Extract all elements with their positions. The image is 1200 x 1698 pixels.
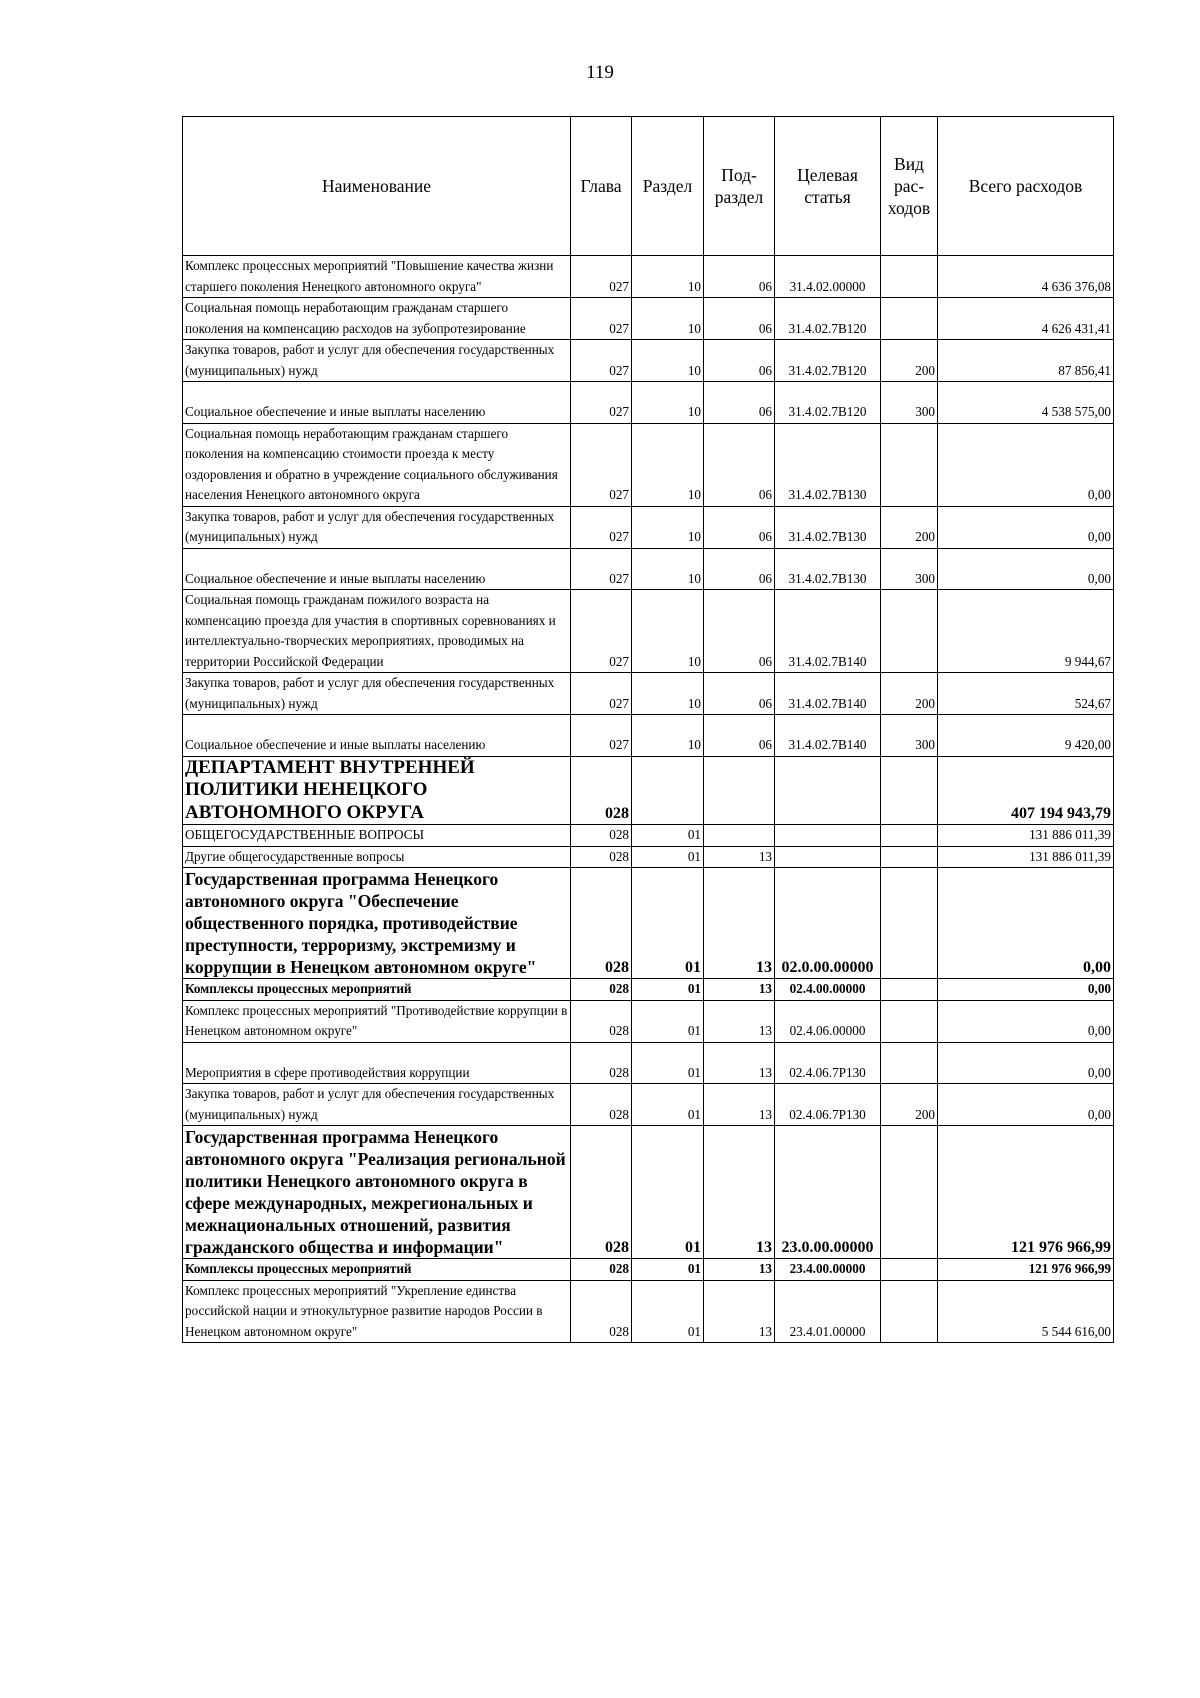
cell-expense-type bbox=[881, 590, 938, 673]
cell-total: 0,00 bbox=[938, 548, 1114, 590]
cell-expense-type bbox=[881, 979, 938, 1001]
table-row bbox=[183, 868, 1114, 979]
cell-section: 10 bbox=[632, 548, 704, 590]
cell-subsection: 06 bbox=[704, 590, 775, 673]
cell-target: 23.4.00.00000 bbox=[775, 1259, 881, 1281]
cell-target: 31.4.02.7В120 bbox=[775, 298, 881, 340]
cell-subsection: 13 bbox=[704, 1259, 775, 1281]
cell-section: 10 bbox=[632, 590, 704, 673]
cell-name: Государственная программа Ненецкого автономного округа "Реализация региональной политики Ненецкого автономного округа в сфере международных, межрегиональных и межнациональных отношений, развития гражданского общества и информации" bbox=[183, 1126, 571, 1259]
cell-subsection: 13 bbox=[704, 1084, 775, 1126]
cell-chapter: 028 bbox=[571, 1000, 632, 1042]
cell-expense-type bbox=[881, 1126, 938, 1259]
cell-section: 10 bbox=[632, 673, 704, 715]
cell-chapter: 028 bbox=[571, 846, 632, 868]
header-total: Всего расходов bbox=[938, 117, 1114, 256]
cell-expense-type bbox=[881, 868, 938, 979]
cell-target: 31.4.02.7В130 bbox=[775, 548, 881, 590]
cell-section: 10 bbox=[632, 256, 704, 298]
table-row bbox=[183, 846, 1114, 868]
header-section: Раздел bbox=[632, 117, 704, 256]
cell-chapter: 027 bbox=[571, 423, 632, 506]
cell-section: 01 bbox=[632, 1084, 704, 1126]
cell-total: 0,00 bbox=[938, 1042, 1114, 1084]
cell-subsection: 06 bbox=[704, 256, 775, 298]
cell-chapter: 028 bbox=[571, 868, 632, 979]
cell-name bbox=[183, 715, 571, 757]
cell-target: 23.0.00.00000 bbox=[775, 1126, 881, 1259]
cell-spacer bbox=[185, 715, 568, 735]
cell-subsection bbox=[704, 756, 775, 825]
cell-text: Социальное обеспечение и иные выплаты населению bbox=[185, 570, 486, 586]
cell-name: Социальная помощь неработающим гражданам старшего поколения на компенсацию стоимости проезда к месту оздоровления и обратно в учреждение социального обслуживания населения Ненецкого автономного округа bbox=[183, 423, 571, 506]
cell-expense-type bbox=[881, 1259, 938, 1281]
table-row bbox=[183, 590, 1114, 673]
cell-target: 02.4.00.00000 bbox=[775, 979, 881, 1001]
cell-total: 0,00 bbox=[938, 979, 1114, 1001]
cell-total: 0,00 bbox=[938, 868, 1114, 979]
cell-section: 10 bbox=[632, 506, 704, 548]
cell-target: 02.4.06.7Р130 bbox=[775, 1042, 881, 1084]
table-row bbox=[183, 548, 1114, 590]
cell-total: 407 194 943,79 bbox=[938, 756, 1114, 825]
page-number: 119 bbox=[586, 62, 614, 83]
cell-chapter: 027 bbox=[571, 298, 632, 340]
cell-chapter: 028 bbox=[571, 1259, 632, 1281]
cell-total: 121 976 966,99 bbox=[938, 1126, 1114, 1259]
cell-subsection: 06 bbox=[704, 340, 775, 382]
cell-total: 4 626 431,41 bbox=[938, 298, 1114, 340]
cell-section: 01 bbox=[632, 825, 704, 847]
cell-name: Комплексы процессных мероприятий bbox=[183, 979, 571, 1001]
cell-chapter: 028 bbox=[571, 1084, 632, 1126]
table-row bbox=[183, 979, 1114, 1001]
cell-chapter: 027 bbox=[571, 382, 632, 424]
cell-target bbox=[775, 846, 881, 868]
cell-name: ОБЩЕГОСУДАРСТВЕННЫЕ ВОПРОСЫ bbox=[183, 825, 571, 847]
cell-name: Комплекс процессных мероприятий "Противодействие коррупции в Ненецком автономном округе" bbox=[183, 1000, 571, 1042]
cell-expense-type bbox=[881, 423, 938, 506]
cell-expense-type bbox=[881, 756, 938, 825]
table-row bbox=[183, 756, 1114, 825]
cell-total: 0,00 bbox=[938, 1084, 1114, 1126]
cell-section: 01 bbox=[632, 868, 704, 979]
cell-target: 31.4.02.7В130 bbox=[775, 506, 881, 548]
cell-section bbox=[632, 756, 704, 825]
cell-expense-type: 200 bbox=[881, 506, 938, 548]
cell-spacer bbox=[185, 382, 568, 402]
cell-spacer bbox=[185, 549, 568, 569]
cell-chapter: 027 bbox=[571, 506, 632, 548]
cell-total: 5 544 616,00 bbox=[938, 1280, 1114, 1343]
cell-subsection: 13 bbox=[704, 846, 775, 868]
cell-chapter: 028 bbox=[571, 825, 632, 847]
cell-target: 31.4.02.7В140 bbox=[775, 673, 881, 715]
cell-total: 131 886 011,39 bbox=[938, 825, 1114, 847]
cell-section: 10 bbox=[632, 340, 704, 382]
table-row bbox=[183, 256, 1114, 298]
cell-section: 01 bbox=[632, 979, 704, 1001]
cell-name: Закупка товаров, работ и услуг для обеспечения государственных (муниципальных) нужд bbox=[183, 506, 571, 548]
cell-chapter: 028 bbox=[571, 1042, 632, 1084]
cell-subsection: 13 bbox=[704, 1042, 775, 1084]
cell-target: 31.4.02.7В140 bbox=[775, 715, 881, 757]
cell-expense-type: 200 bbox=[881, 1084, 938, 1126]
cell-section: 01 bbox=[632, 1280, 704, 1343]
header-chapter: Глава bbox=[571, 117, 632, 256]
cell-target: 31.4.02.7В130 bbox=[775, 423, 881, 506]
cell-target: 31.4.02.7В120 bbox=[775, 340, 881, 382]
cell-section: 10 bbox=[632, 298, 704, 340]
cell-name bbox=[183, 1042, 571, 1084]
cell-chapter: 027 bbox=[571, 673, 632, 715]
table-row bbox=[183, 382, 1114, 424]
cell-target: 23.4.01.00000 bbox=[775, 1280, 881, 1343]
cell-name: Комплексы процессных мероприятий bbox=[183, 1259, 571, 1281]
cell-section: 01 bbox=[632, 846, 704, 868]
cell-name: Закупка товаров, работ и услуг для обеспечения государственных (муниципальных) нужд bbox=[183, 340, 571, 382]
table-row bbox=[183, 825, 1114, 847]
cell-expense-type bbox=[881, 1042, 938, 1084]
cell-target: 02.4.06.7Р130 bbox=[775, 1084, 881, 1126]
cell-section: 10 bbox=[632, 423, 704, 506]
header-target: Целевая статья bbox=[775, 117, 881, 256]
cell-name: Другие общегосударственные вопросы bbox=[183, 846, 571, 868]
cell-total: 9 420,00 bbox=[938, 715, 1114, 757]
cell-total: 0,00 bbox=[938, 1000, 1114, 1042]
cell-target: 31.4.02.7В140 bbox=[775, 590, 881, 673]
cell-subsection: 06 bbox=[704, 673, 775, 715]
table-row bbox=[183, 1126, 1114, 1259]
cell-section: 01 bbox=[632, 1042, 704, 1084]
cell-expense-type: 200 bbox=[881, 673, 938, 715]
cell-expense-type bbox=[881, 846, 938, 868]
cell-subsection: 13 bbox=[704, 868, 775, 979]
cell-name bbox=[183, 548, 571, 590]
table-body bbox=[183, 256, 1114, 1343]
cell-expense-type: 200 bbox=[881, 340, 938, 382]
budget-table bbox=[182, 116, 1114, 1343]
cell-total: 0,00 bbox=[938, 506, 1114, 548]
cell-name: Комплекс процессных мероприятий "Повышение качества жизни старшего поколения Ненецкого автономного округа" bbox=[183, 256, 571, 298]
cell-section: 01 bbox=[632, 1126, 704, 1259]
table-row bbox=[183, 1259, 1114, 1281]
cell-chapter: 027 bbox=[571, 256, 632, 298]
cell-expense-type: 300 bbox=[881, 382, 938, 424]
cell-text: Социальное обеспечение и иные выплаты населению bbox=[185, 404, 486, 419]
table-row bbox=[183, 423, 1114, 506]
cell-subsection: 06 bbox=[704, 715, 775, 757]
cell-name: Государственная программа Ненецкого автономного округа "Обеспечение общественного порядка, противодействие преступности, терроризму, экстремизму и коррупции в Ненецком автономном округе" bbox=[183, 868, 571, 979]
cell-total: 9 944,67 bbox=[938, 590, 1114, 673]
table-row bbox=[183, 1084, 1114, 1126]
cell-total: 87 856,41 bbox=[938, 340, 1114, 382]
cell-name: Закупка товаров, работ и услуг для обеспечения государственных (муниципальных) нужд bbox=[183, 1084, 571, 1126]
cell-expense-type bbox=[881, 1000, 938, 1042]
cell-target: 02.0.00.00000 bbox=[775, 868, 881, 979]
cell-total: 121 976 966,99 bbox=[938, 1259, 1114, 1281]
table-row bbox=[183, 1042, 1114, 1084]
cell-expense-type bbox=[881, 825, 938, 847]
cell-section: 01 bbox=[632, 1259, 704, 1281]
cell-target: 02.4.06.00000 bbox=[775, 1000, 881, 1042]
cell-spacer bbox=[185, 1043, 568, 1063]
cell-subsection bbox=[704, 825, 775, 847]
header-name: Наименование bbox=[183, 117, 571, 256]
cell-subsection: 13 bbox=[704, 979, 775, 1001]
cell-text: Социальное обеспечение и иные выплаты населению bbox=[185, 737, 486, 752]
cell-text: Мероприятия в сфере противодействия коррупции bbox=[185, 1064, 470, 1080]
cell-chapter: 028 bbox=[571, 756, 632, 825]
cell-expense-type bbox=[881, 256, 938, 298]
cell-name bbox=[183, 382, 571, 424]
cell-name: Социальная помощь гражданам пожилого возраста на компенсацию проезда для участия в спортивных соревнованиях и интеллектуально-творческих мероприятиях, проводимых на территории Российской Федерации bbox=[183, 590, 571, 673]
cell-expense-type: 300 bbox=[881, 548, 938, 590]
cell-total: 4 538 575,00 bbox=[938, 382, 1114, 424]
cell-subsection: 06 bbox=[704, 382, 775, 424]
table-row bbox=[183, 506, 1114, 548]
header-expense-type: Вид рас- ходов bbox=[881, 117, 938, 256]
cell-subsection: 13 bbox=[704, 1000, 775, 1042]
cell-chapter: 028 bbox=[571, 979, 632, 1001]
cell-expense-type bbox=[881, 1280, 938, 1343]
cell-subsection: 06 bbox=[704, 423, 775, 506]
table-row bbox=[183, 298, 1114, 340]
cell-total: 524,67 bbox=[938, 673, 1114, 715]
table-row bbox=[183, 1000, 1114, 1042]
cell-subsection: 06 bbox=[704, 298, 775, 340]
cell-target: 31.4.02.7В120 bbox=[775, 382, 881, 424]
cell-subsection: 06 bbox=[704, 548, 775, 590]
cell-chapter: 027 bbox=[571, 715, 632, 757]
cell-subsection: 13 bbox=[704, 1280, 775, 1343]
cell-chapter: 027 bbox=[571, 590, 632, 673]
cell-chapter: 028 bbox=[571, 1126, 632, 1259]
cell-section: 10 bbox=[632, 382, 704, 424]
table-row bbox=[183, 340, 1114, 382]
cell-section: 10 bbox=[632, 715, 704, 757]
cell-name: ДЕПАРТАМЕНТ ВНУТРЕННЕЙ ПОЛИТИКИ НЕНЕЦКОГО АВТОНОМНОГО ОКРУГА bbox=[183, 756, 571, 825]
cell-target: 31.4.02.00000 bbox=[775, 256, 881, 298]
cell-chapter: 027 bbox=[571, 548, 632, 590]
cell-total: 4 636 376,08 bbox=[938, 256, 1114, 298]
cell-subsection: 13 bbox=[704, 1126, 775, 1259]
cell-chapter: 027 bbox=[571, 340, 632, 382]
cell-target bbox=[775, 756, 881, 825]
cell-total: 131 886 011,39 bbox=[938, 846, 1114, 868]
table-row bbox=[183, 1280, 1114, 1343]
cell-name: Социальная помощь неработающим гражданам старшего поколения на компенсацию расходов на зубопротезирование bbox=[183, 298, 571, 340]
cell-subsection: 06 bbox=[704, 506, 775, 548]
cell-name: Комплекс процессных мероприятий "Укрепление единства российской нации и этнокультурное развитие народов России в Ненецком автономном округе" bbox=[183, 1280, 571, 1343]
cell-expense-type: 300 bbox=[881, 715, 938, 757]
cell-section: 01 bbox=[632, 1000, 704, 1042]
cell-chapter: 028 bbox=[571, 1280, 632, 1343]
table-header bbox=[183, 117, 1114, 256]
cell-name: Закупка товаров, работ и услуг для обеспечения государственных (муниципальных) нужд bbox=[183, 673, 571, 715]
table-row bbox=[183, 715, 1114, 757]
table-row bbox=[183, 673, 1114, 715]
cell-total: 0,00 bbox=[938, 423, 1114, 506]
header-subsection: Под- раздел bbox=[704, 117, 775, 256]
cell-target bbox=[775, 825, 881, 847]
cell-expense-type bbox=[881, 298, 938, 340]
